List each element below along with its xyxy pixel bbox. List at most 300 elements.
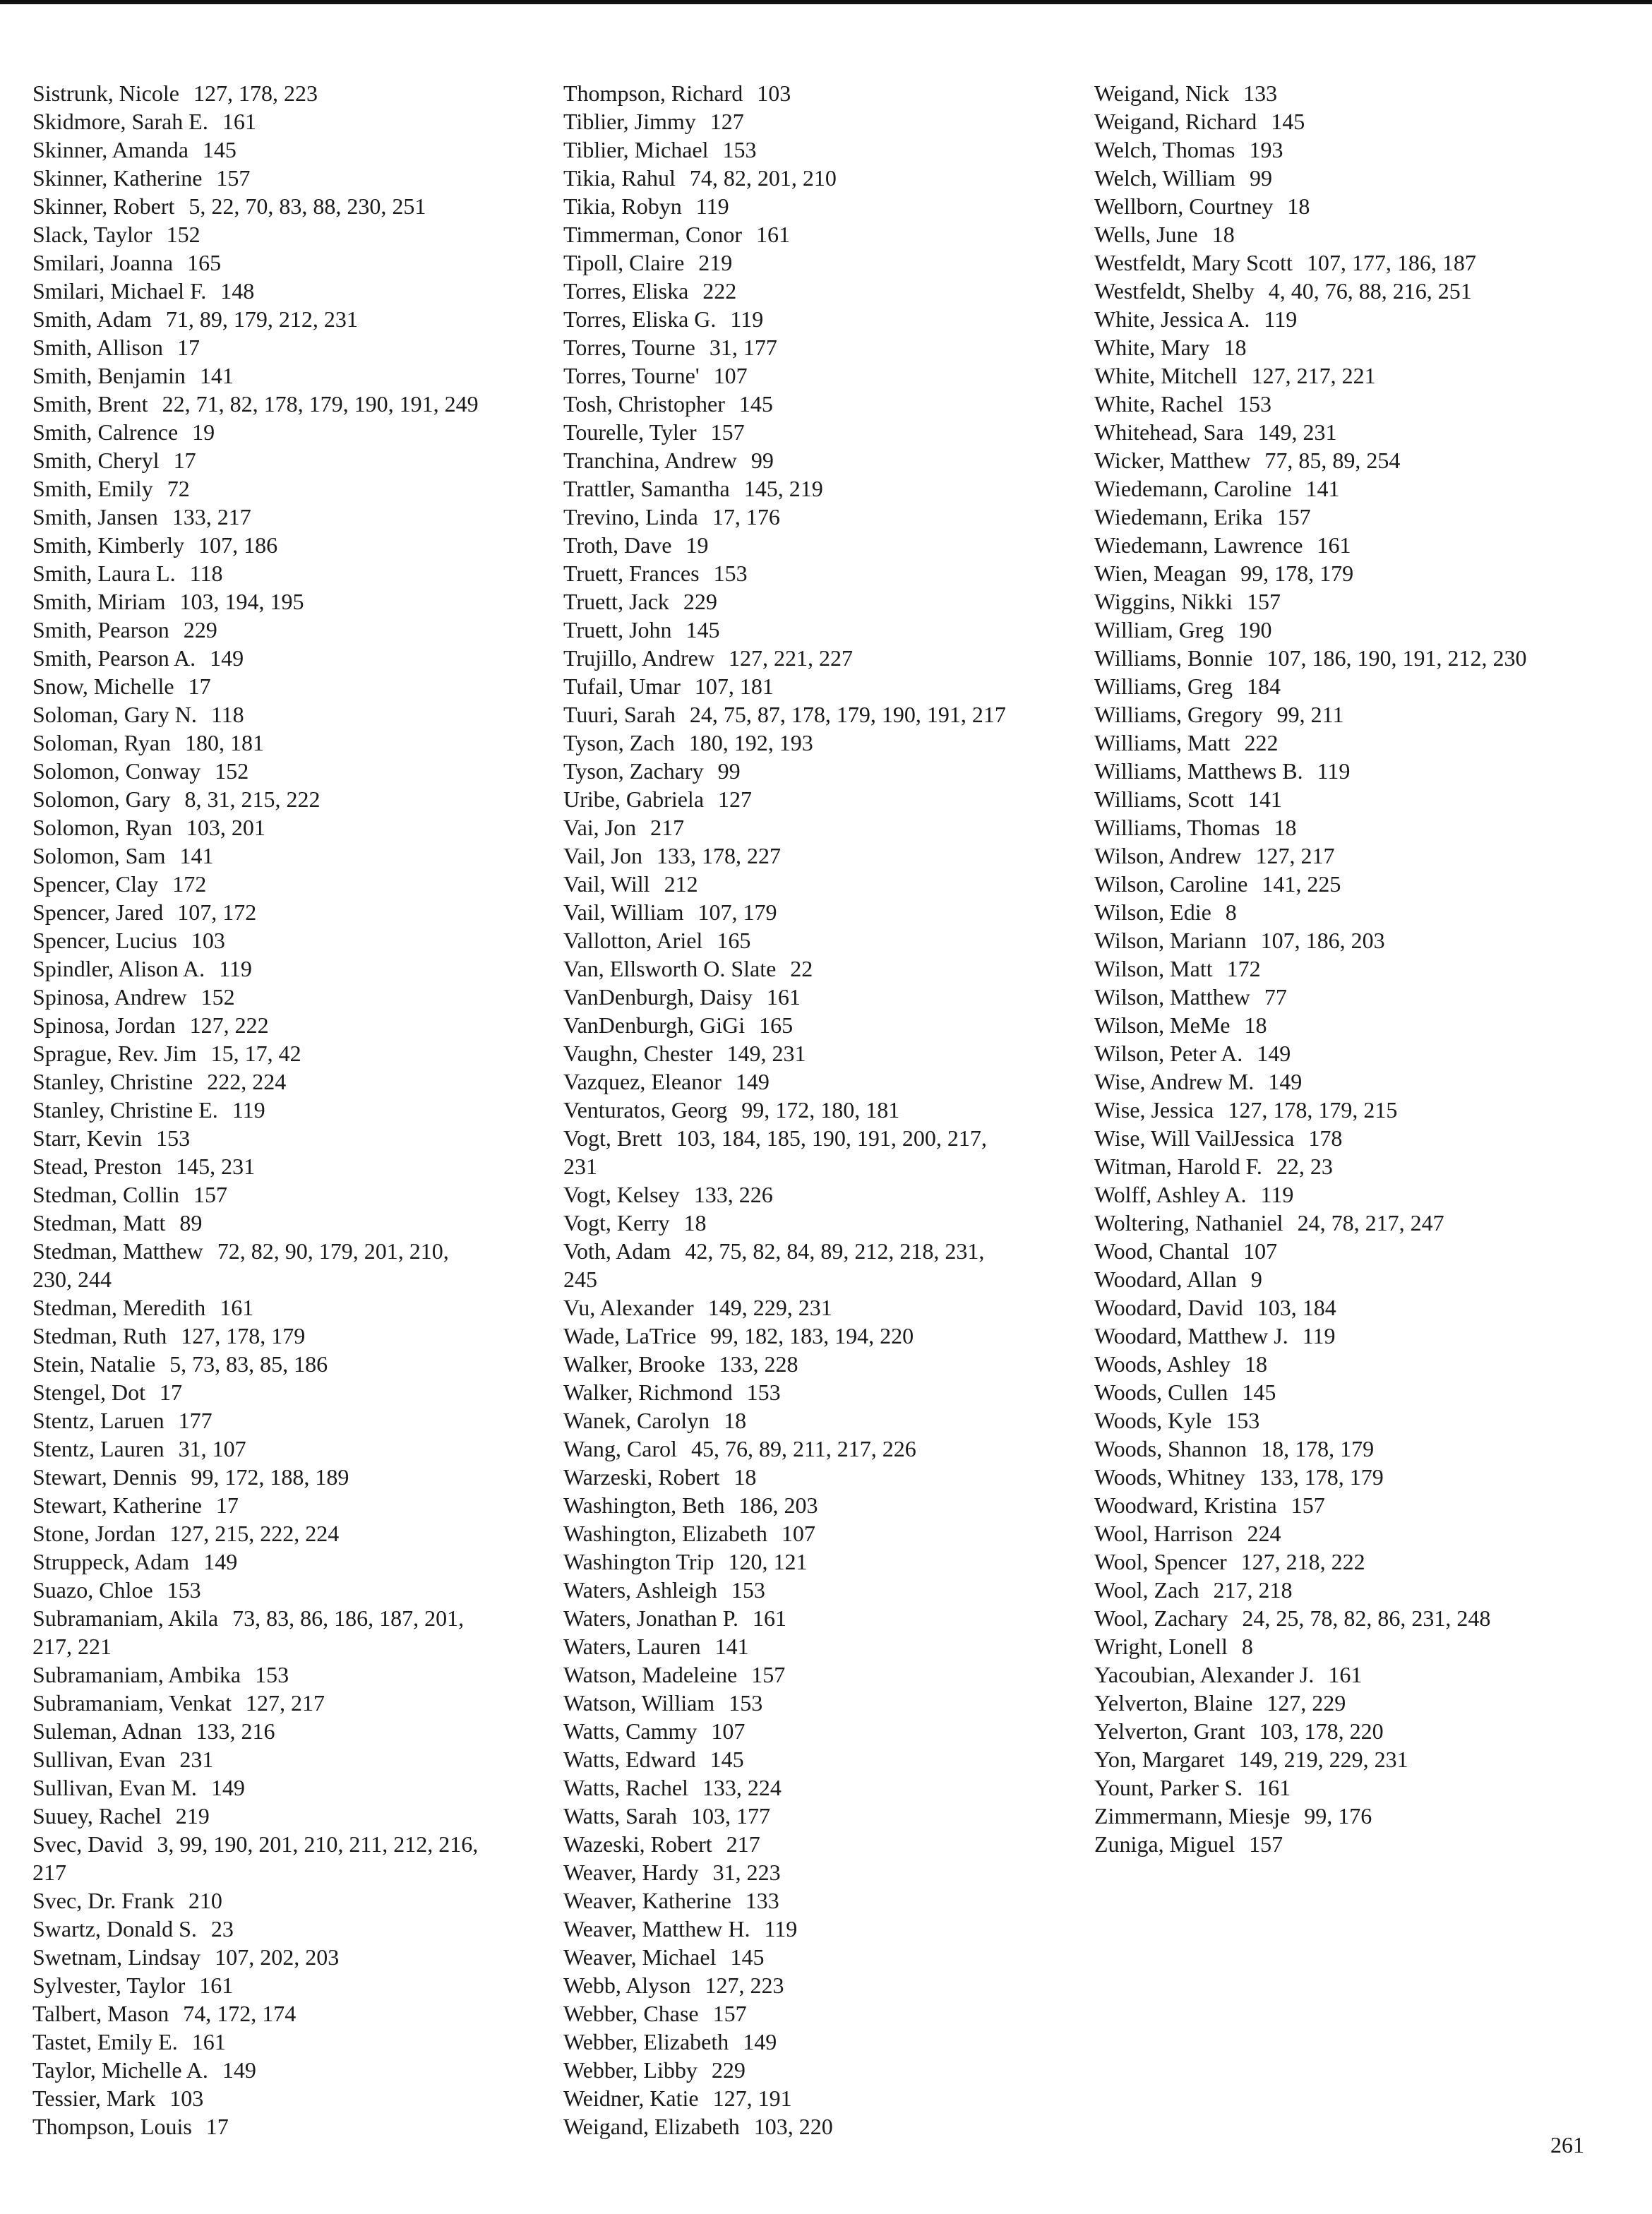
index-entry-name: Sullivan, Evan M.	[32, 1775, 197, 1800]
index-entry-pages: 17	[215, 1492, 239, 1518]
index-entry-pages: 145	[686, 617, 720, 642]
index-entry	[1094, 390, 1631, 418]
index-entry-name: Spinosa, Andrew	[32, 984, 187, 1010]
index-entry-pages: 141	[1305, 476, 1340, 501]
index-entry-name: Weaver, Hardy	[563, 1860, 699, 1885]
index-entry-name: White, Mary	[1094, 335, 1210, 360]
index-entry-pages: 157	[712, 2001, 747, 2026]
index-entry-pages: 217	[726, 1831, 760, 1857]
index-entry	[32, 955, 555, 983]
index-entry	[32, 785, 555, 813]
index-entry-name: Woodard, David	[1094, 1295, 1243, 1320]
index-entry-name: Williams, Matthews B.	[1094, 758, 1303, 784]
index-entry-name: Webber, Elizabeth	[563, 2029, 729, 2054]
index-entry-pages: 99	[1249, 165, 1272, 191]
index-entry-pages: 45, 76, 89, 211, 217, 226	[690, 1436, 916, 1461]
index-entry-pages: 71, 89, 179, 212, 231	[165, 306, 358, 332]
index-entry	[1094, 1152, 1631, 1180]
index-entry-name: Torres, Tourne	[563, 335, 695, 360]
index-entry-pages: 152	[166, 222, 200, 247]
index-entry	[1094, 503, 1631, 531]
index-entry	[1094, 1180, 1631, 1209]
index-entry-name: Vaughn, Chester	[563, 1041, 713, 1066]
index-entry-pages: 180, 181	[185, 730, 265, 755]
index-entry-name: Sprague, Rev. Jim	[32, 1041, 197, 1066]
index-entry	[1094, 192, 1631, 220]
index-entry	[563, 842, 1086, 870]
index-entry-name: Witman, Harold F.	[1094, 1154, 1262, 1179]
index-entry-name: Wiggins, Nikki	[1094, 589, 1233, 614]
index-entry	[563, 644, 1086, 672]
index-entry-name: Wilson, Peter A.	[1094, 1041, 1243, 1066]
index-entry-pages: 3, 99, 190, 201, 210, 211, 212, 216,	[157, 1831, 479, 1857]
index-entry-pages: 219	[175, 1803, 210, 1829]
index-entry	[32, 333, 555, 361]
index-entry	[563, 1915, 1086, 1943]
index-entry-name: Stedman, Meredith	[32, 1295, 206, 1320]
index-entry-pages: 22	[790, 956, 813, 981]
index-entry	[1094, 926, 1631, 955]
index-entry-name: Sistrunk, Nicole	[32, 80, 179, 106]
index-entry-name: Vogt, Kelsey	[563, 1182, 680, 1207]
index-entry-pages: 229	[183, 617, 217, 642]
index-entry	[563, 983, 1086, 1011]
index-entry-pages: 99	[750, 448, 774, 473]
index-entry-pages: 127	[710, 109, 744, 134]
index-entry-name: Tiblier, Jimmy	[563, 109, 696, 134]
index-entry	[563, 249, 1086, 277]
index-entry	[32, 531, 555, 559]
index-entry-name: Williams, Scott	[1094, 786, 1234, 812]
index-entry	[1094, 785, 1631, 813]
index-entry-name: Walker, Brooke	[563, 1351, 705, 1377]
index-entry-pages: 141	[714, 1634, 749, 1659]
index-entry-pages: 153	[156, 1125, 191, 1151]
index-entry	[32, 1802, 555, 1830]
index-entry-pages: 119	[1302, 1323, 1336, 1348]
index-entry-name: Torres, Eliska G.	[563, 306, 717, 332]
index-entry-pages: 153	[1238, 391, 1272, 417]
index-entry	[563, 700, 1086, 729]
index-entry-pages: 212	[664, 871, 698, 897]
index-entry	[1094, 672, 1631, 700]
index-entry-name: Vogt, Kerry	[563, 1210, 670, 1235]
index-entry-pages: 153	[255, 1662, 289, 1687]
index-entry-name: Stentz, Laruen	[32, 1408, 164, 1433]
index-entry-pages: 153	[746, 1380, 781, 1405]
index-entry-name: Wise, Will VailJessica	[1094, 1125, 1295, 1151]
index-entry-name: Watts, Sarah	[563, 1803, 677, 1829]
index-entry	[563, 1802, 1086, 1830]
index-entry-pages: 15, 17, 42	[210, 1041, 301, 1066]
index-entry	[32, 1915, 555, 1943]
index-entry-pages: 77, 85, 89, 254	[1264, 448, 1401, 473]
index-entry	[1094, 559, 1631, 587]
index-entry-pages: 119	[1264, 306, 1298, 332]
index-entry-name: Smith, Calrence	[32, 419, 179, 445]
index-entry-pages: 107, 172	[177, 899, 257, 925]
index-entry-name: Stead, Preston	[32, 1154, 162, 1179]
index-entry-pages: 133	[1243, 80, 1278, 106]
index-entry-pages: 127, 178, 179, 215	[1228, 1097, 1398, 1123]
index-entry	[32, 1067, 555, 1096]
index-entry-pages: 99, 172, 180, 181	[741, 1097, 900, 1123]
index-entry-name: Smilari, Michael F.	[32, 278, 207, 304]
index-entry-pages: 133, 217	[172, 504, 251, 529]
index-entry	[32, 813, 555, 842]
index-entry	[32, 870, 555, 898]
index-entry	[1094, 1435, 1631, 1463]
index-entry-pages: 5, 73, 83, 85, 186	[169, 1351, 328, 1377]
index-entry	[1094, 587, 1631, 616]
index-entry-pages: 161	[756, 222, 791, 247]
index-entry-pages: 153	[731, 1577, 765, 1603]
index-entry	[563, 1830, 1086, 1858]
index-column-3	[1094, 79, 1631, 1858]
index-entry-pages: 217, 218	[1213, 1577, 1293, 1603]
index-entry	[563, 1209, 1086, 1237]
index-entry-pages: 153	[729, 1690, 763, 1716]
index-entry	[563, 1519, 1086, 1548]
index-entry	[32, 1519, 555, 1548]
index-entry	[1094, 1660, 1631, 1689]
index-entry-pages: 145	[730, 1944, 765, 1970]
index-entry-name: Solomon, Sam	[32, 843, 166, 868]
index-entry-name: Weidner, Katie	[563, 2086, 699, 2111]
index-entry	[563, 1773, 1086, 1802]
index-entry-name: Soloman, Gary N.	[32, 702, 197, 727]
index-entry-name: Tourelle, Tyler	[563, 419, 697, 445]
index-entry	[1094, 418, 1631, 446]
index-entry-name: Tuuri, Sarah	[563, 702, 676, 727]
index-entry	[1094, 1011, 1631, 1039]
index-entry-name: White, Rachel	[1094, 391, 1224, 417]
index-entry	[563, 446, 1086, 474]
index-entry-pages: 161	[220, 1295, 254, 1320]
index-entry-name: Williams, Gregory	[1094, 702, 1263, 727]
index-entry	[1094, 1067, 1631, 1096]
index-entry-pages: 127, 218, 222	[1240, 1549, 1365, 1574]
index-entry-name: Stengel, Dot	[32, 1380, 145, 1405]
index-entry-name: Wiedemann, Caroline	[1094, 476, 1292, 501]
index-entry-name: Skidmore, Sarah E.	[32, 109, 208, 134]
index-entry-pages: 72	[167, 476, 190, 501]
index-entry-name: Wise, Jessica	[1094, 1097, 1214, 1123]
index-entry-name: Woods, Shannon	[1094, 1436, 1247, 1461]
index-entry-name: Soloman, Ryan	[32, 730, 172, 755]
index-entry-name: Venturatos, Georg	[563, 1097, 728, 1123]
index-entry	[32, 164, 555, 192]
index-entry	[1094, 1773, 1631, 1802]
index-entry-name: Truett, Jack	[563, 589, 669, 614]
index-entry	[32, 1180, 555, 1209]
index-entry-name: Tufail, Umar	[563, 674, 681, 699]
index-entry-name: Wright, Lonell	[1094, 1634, 1228, 1659]
index-entry-pages: 127, 223	[705, 1973, 784, 1998]
index-entry-name: Zimmermann, Miesje	[1094, 1803, 1291, 1829]
index-entry	[563, 729, 1086, 757]
index-entry-pages: 17	[188, 674, 211, 699]
index-entry	[32, 616, 555, 644]
index-entry-pages: 127, 178, 179	[181, 1323, 306, 1348]
index-entry-name: Welch, William	[1094, 165, 1235, 191]
index-entry	[32, 2112, 555, 2141]
index-entry-name: Vail, William	[563, 899, 684, 925]
index-entry-pages: 4, 40, 76, 88, 216, 251	[1268, 278, 1472, 304]
index-entry	[1094, 955, 1631, 983]
index-entry	[1094, 1463, 1631, 1491]
index-entry	[563, 1660, 1086, 1689]
index-entry-pages: 119	[219, 956, 252, 981]
index-entry-name: Weigand, Elizabeth	[563, 2114, 740, 2139]
index-entry	[563, 1491, 1086, 1519]
index-entry-pages: 133, 226	[693, 1182, 773, 1207]
index-entry-name: Solomon, Ryan	[32, 815, 172, 840]
index-entry-name: Skinner, Katherine	[32, 165, 203, 191]
index-entry	[563, 192, 1086, 220]
index-entry-name: Stein, Natalie	[32, 1351, 156, 1377]
index-entry-pages: 145, 219	[743, 476, 823, 501]
index-entry-pages: 177	[178, 1408, 213, 1433]
index-entry-name: Woodard, Allan	[1094, 1267, 1237, 1292]
index-entry	[563, 1322, 1086, 1350]
index-entry-pages: 127, 217	[1255, 843, 1335, 868]
index-entry-pages: 231	[179, 1747, 214, 1772]
index-entry-pages: 119	[232, 1097, 265, 1123]
index-entry	[1094, 164, 1631, 192]
index-entry-name: Smith, Emily	[32, 476, 153, 501]
index-entry-name: Westfeldt, Shelby	[1094, 278, 1255, 304]
index-entry-name: Spindler, Alison A.	[32, 956, 205, 981]
index-entry	[32, 587, 555, 616]
index-entry	[32, 1435, 555, 1463]
index-entry-name: Troth, Dave	[563, 532, 672, 558]
index-entry-pages: 145	[1271, 109, 1305, 134]
index-entry-pages: 157	[193, 1182, 227, 1207]
index-entry-pages: 157	[710, 419, 745, 445]
index-entry-name: Torres, Tourne'	[563, 363, 700, 388]
index-entry-pages: 18	[1244, 1012, 1267, 1038]
index-entry	[563, 1858, 1086, 1886]
index-entry	[32, 1152, 555, 1180]
index-entry	[1094, 1717, 1631, 1745]
index-entry-name: Smith, Pearson A.	[32, 645, 196, 671]
index-entry-name: Wells, June	[1094, 222, 1198, 247]
index-column-2	[563, 79, 1086, 2141]
index-entry-pages: 178	[1308, 1125, 1343, 1151]
index-entry	[1094, 136, 1631, 164]
index-entry-pages: 145	[738, 391, 773, 417]
index-entry-pages: 103	[757, 80, 791, 106]
index-entry-pages: 153	[167, 1577, 201, 1603]
index-entry	[32, 192, 555, 220]
index-entry-pages: 107, 179	[698, 899, 777, 925]
index-entry	[1094, 1548, 1631, 1576]
index-entry-pages: 19	[686, 532, 709, 558]
index-entry	[563, 1180, 1086, 1209]
index-entry-name: Waters, Lauren	[563, 1634, 701, 1659]
index-entry	[1094, 1689, 1631, 1717]
index-entry	[563, 1999, 1086, 2028]
index-entry	[563, 1463, 1086, 1491]
index-entry-pages: 119	[1317, 758, 1351, 784]
index-entry-pages: 8	[1225, 899, 1237, 925]
index-entry-name: Stewart, Dennis	[32, 1464, 177, 1490]
index-entry	[32, 926, 555, 955]
index-entry-pages: 145	[202, 137, 237, 162]
index-entry	[1094, 1322, 1631, 1350]
index-entry-pages: 127	[718, 786, 753, 812]
index-entry	[32, 1717, 555, 1745]
index-entry-pages: 133, 228	[719, 1351, 798, 1377]
index-entry	[563, 757, 1086, 785]
index-entry-name: William, Greg	[1094, 617, 1224, 642]
index-entry-pages: 153	[713, 561, 748, 586]
index-entry	[563, 503, 1086, 531]
index-entry-name: Svec, David	[32, 1831, 143, 1857]
index-entry-pages: 107, 186, 203	[1260, 928, 1385, 953]
index-entry-name: Svec, Dr. Frank	[32, 1888, 174, 1913]
index-entry-name: Watts, Edward	[563, 1747, 696, 1772]
index-entry-name: Williams, Bonnie	[1094, 645, 1253, 671]
index-entry	[32, 474, 555, 503]
index-entry-pages: 99, 176	[1304, 1803, 1372, 1829]
index-entry-pages: 99, 178, 179	[1240, 561, 1354, 586]
index-entry-name: Stedman, Matthew	[32, 1238, 203, 1264]
index-entry-pages: 184	[1247, 674, 1281, 699]
index-entry-name: Whitehead, Sara	[1094, 419, 1244, 445]
index-entry	[563, 1604, 1086, 1632]
index-entry	[1094, 1293, 1631, 1322]
index-entry	[563, 898, 1086, 926]
index-entry-pages: 186, 203	[738, 1492, 818, 1518]
index-entry-pages: 153	[722, 137, 757, 162]
index-entry	[32, 1576, 555, 1604]
index-entry-pages: 103, 194, 195	[179, 589, 304, 614]
index-entry-name: Washington, Elizabeth	[563, 1521, 767, 1546]
index-entry-name: Watson, William	[563, 1690, 715, 1716]
index-entry-name: White, Mitchell	[1094, 363, 1238, 388]
index-entry-name: Wicker, Matthew	[1094, 448, 1251, 473]
index-entry-pages: 172	[172, 871, 207, 897]
index-entry-name: Torres, Eliska	[563, 278, 689, 304]
index-entry	[563, 2028, 1086, 2056]
index-entry	[32, 1660, 555, 1689]
index-entry	[32, 1773, 555, 1802]
index-entry	[563, 220, 1086, 249]
index-entry-pages: 24, 25, 78, 82, 86, 231, 248	[1242, 1605, 1491, 1631]
index-entry	[563, 1971, 1086, 1999]
index-entry-name: Woods, Ashley	[1094, 1351, 1231, 1377]
index-entry	[1094, 107, 1631, 136]
index-entry-name: Sylvester, Taylor	[32, 1973, 186, 1998]
index-entry	[1094, 277, 1631, 305]
index-entry-name: Trattler, Samantha	[563, 476, 730, 501]
index-entry-name: Vu, Alexander	[563, 1295, 694, 1320]
index-entry-name: Wazeski, Robert	[563, 1831, 712, 1857]
index-entry	[563, 559, 1086, 587]
index-entry	[563, 474, 1086, 503]
index-entry-pages: 165	[759, 1012, 794, 1038]
index-entry-pages: 107, 186	[198, 532, 278, 558]
index-entry	[32, 559, 555, 587]
index-entry-pages: 17	[205, 2114, 229, 2139]
index-entry-name: Woodward, Kristina	[1094, 1492, 1277, 1518]
index-entry-pages: 73, 83, 86, 186, 187, 201,	[232, 1605, 465, 1631]
index-entry	[563, 813, 1086, 842]
index-entry-pages: 127, 191	[712, 2086, 792, 2111]
index-entry	[563, 107, 1086, 136]
index-entry	[1094, 305, 1631, 333]
index-entry	[1094, 1096, 1631, 1124]
index-entry-pages: 119	[730, 306, 764, 332]
index-entry-pages: 149	[1257, 1041, 1291, 1066]
index-entry-name: Tiblier, Michael	[563, 137, 709, 162]
index-entry-name: Suuey, Rachel	[32, 1803, 162, 1829]
index-entry-name: Tyson, Zach	[563, 730, 675, 755]
index-entry	[32, 1745, 555, 1773]
index-entry-pages: 149	[203, 1549, 238, 1574]
index-entry	[32, 1011, 555, 1039]
index-entry-pages: 24, 78, 217, 247	[1297, 1210, 1444, 1235]
index-entry-name: Van, Ellsworth O. Slate	[563, 956, 777, 981]
index-entry	[1094, 1237, 1631, 1265]
index-entry	[563, 1886, 1086, 1915]
index-entry-pages: 103, 201	[186, 815, 265, 840]
index-entry	[1094, 220, 1631, 249]
index-entry	[32, 729, 555, 757]
index-entry	[32, 1999, 555, 2028]
index-entry	[563, 955, 1086, 983]
index-entry-pages: 77	[1264, 984, 1287, 1010]
index-entry-name: Wade, LaTrice	[563, 1323, 697, 1348]
index-entry-name: Starr, Kevin	[32, 1125, 143, 1151]
index-entry-pages: 149, 229, 231	[707, 1295, 832, 1320]
index-entry-pages-continued: 230, 244	[32, 1267, 112, 1292]
index-entry-name: Stanley, Christine	[32, 1069, 193, 1094]
index-entry-name: Smith, Cheryl	[32, 448, 160, 473]
index-entry	[1094, 644, 1631, 672]
index-entry	[32, 107, 555, 136]
index-entry	[563, 79, 1086, 107]
index-entry-pages: 190	[1238, 617, 1272, 642]
index-entry-name: Tipoll, Claire	[563, 250, 685, 275]
index-entry	[1094, 1632, 1631, 1660]
index-entry	[32, 503, 555, 531]
index-entry-name: Woods, Kyle	[1094, 1408, 1212, 1433]
index-entry-name: Stone, Jordan	[32, 1521, 156, 1546]
index-entry-pages: 145	[710, 1747, 744, 1772]
index-entry	[32, 277, 555, 305]
index-entry-name: Yon, Margaret	[1094, 1747, 1225, 1772]
index-entry-name: Slack, Taylor	[32, 222, 152, 247]
index-entry	[1094, 1209, 1631, 1237]
index-entry-name: Westfeldt, Mary Scott	[1094, 250, 1293, 275]
index-entry-name: Webber, Libby	[563, 2057, 698, 2083]
index-entry	[32, 1039, 555, 1067]
index-entry-name: Uribe, Gabriela	[563, 786, 705, 812]
index-entry-name: Talbert, Mason	[32, 2001, 169, 2026]
index-entry-name: Sullivan, Evan	[32, 1747, 166, 1772]
index-entry-pages: 107, 181	[694, 674, 774, 699]
index-entry-pages: 120, 121	[728, 1549, 808, 1574]
index-entry-pages: 18	[683, 1210, 707, 1235]
index-entry	[32, 898, 555, 926]
index-entry-pages: 118	[210, 702, 244, 727]
index-entry-name: Spinosa, Jordan	[32, 1012, 176, 1038]
index-entry-pages: 31, 223	[712, 1860, 781, 1885]
index-entry-name: Wilson, MeMe	[1094, 1012, 1231, 1038]
